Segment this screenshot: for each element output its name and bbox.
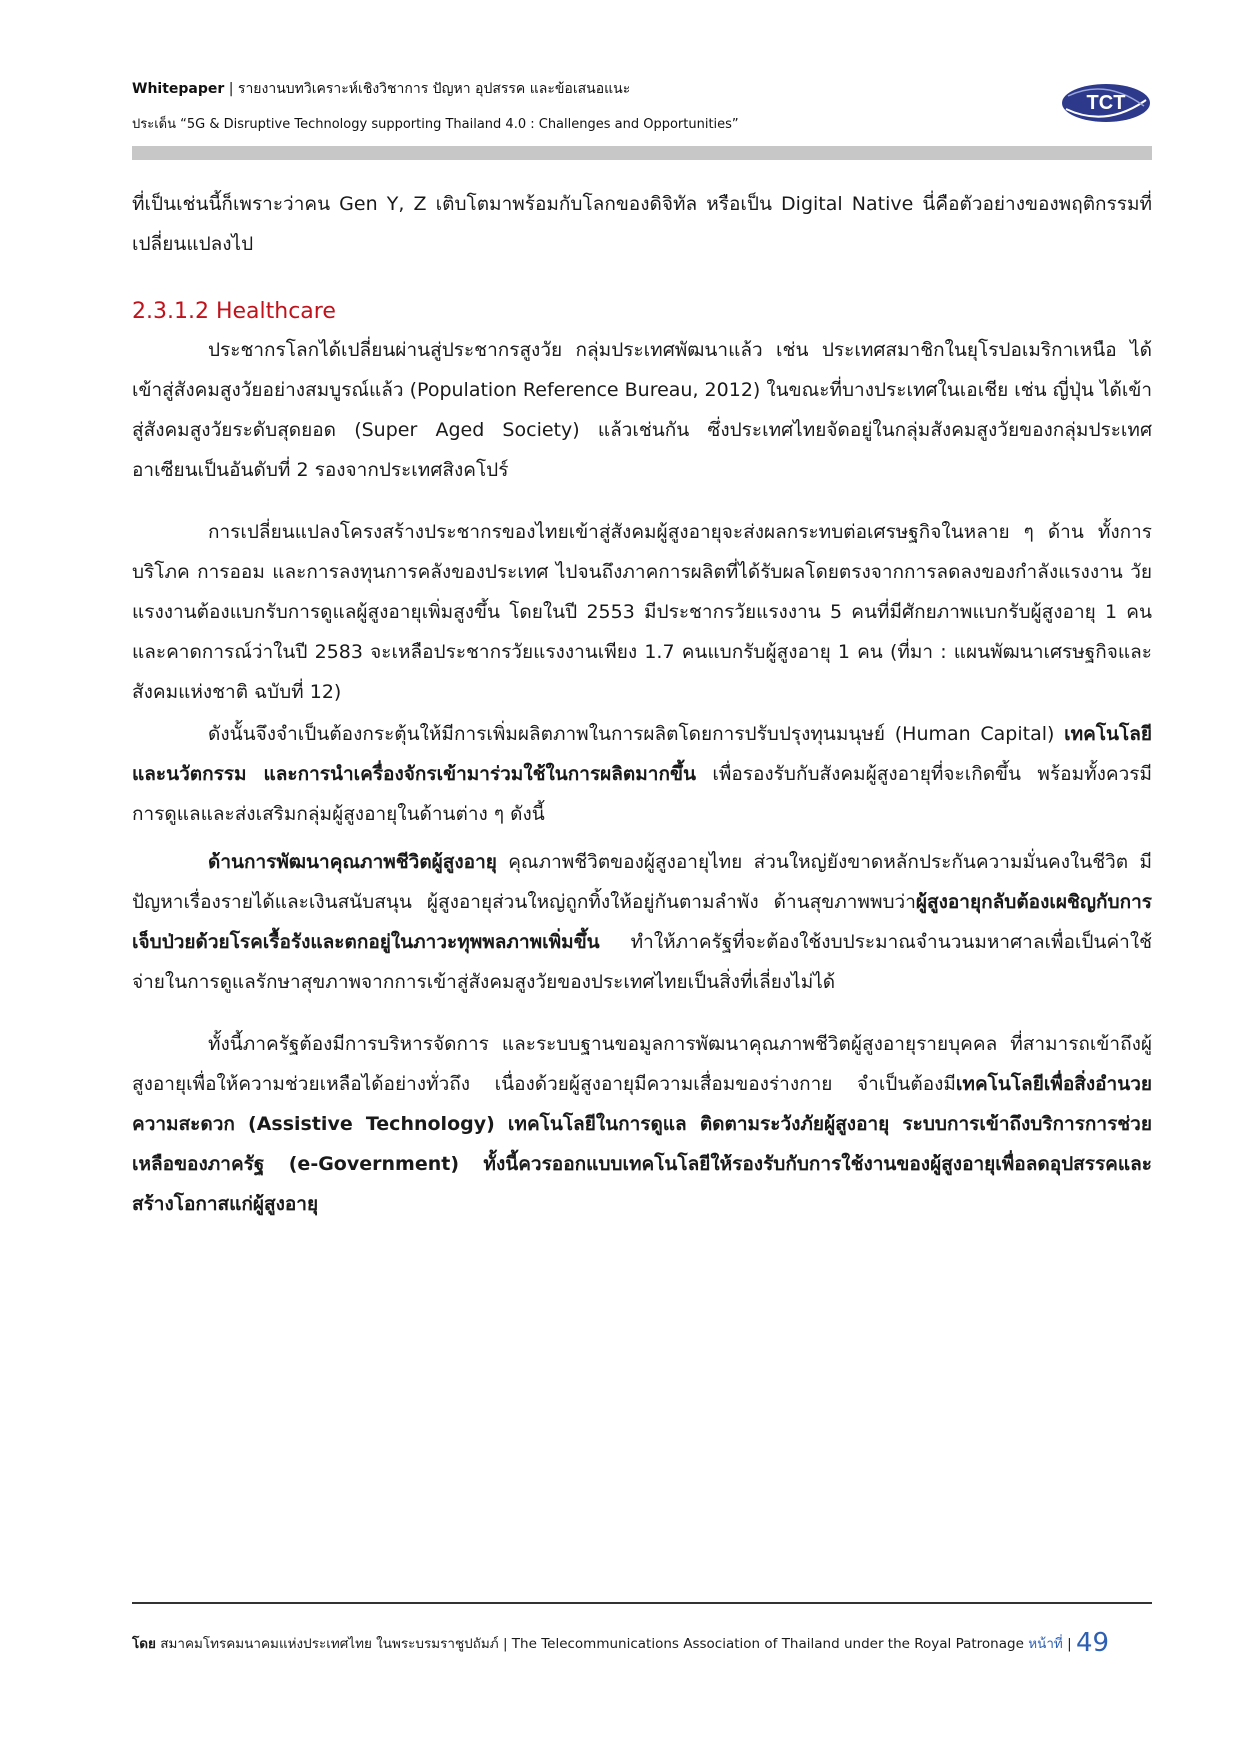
header-separator: | (224, 81, 238, 97)
tct-logo-icon (1060, 80, 1152, 126)
text-run: คุณภาพชีวิตของผู้สูงอายุไทย ส่วนใหญ่ยังขาดหลักประกันความมั่นคงในชีวิต มีปัญหาเรื่องรายได้และเงินสนับสนุน ผู้สูงอายุส่วนใหญ่ถูกทิ้งให้อยู่กันตามลำพัง ด้านสุขภาพพบว่า (132, 851, 1152, 913)
footer-rule (132, 1602, 1152, 1604)
text-run: ทำให้ภาครัฐที่จะต้องใช้งบประมาณจำนวนมหาศาลเพื่อเป็นค่าใช้จ่ายในการดูแลรักษาสุขภาพจากการเข้าสู่สังคมสูงวัยของประเทศไทยเป็นสิ่งที่เลี่ยงไม่ได้ (132, 931, 1152, 993)
header-subtitle: ประเด็น “5G & Disruptive Technology supporting Thailand 4.0 : Challenges and Opportunities” (132, 117, 739, 132)
page-number: 49 (1075, 1628, 1110, 1658)
logo-text: TCT (1086, 92, 1126, 114)
paragraph-quality-of-life (132, 842, 1152, 1002)
page-header (132, 78, 1072, 136)
paragraph-productivity (132, 714, 1152, 834)
document-body (132, 184, 1152, 1224)
bold-text-run: เทคโนโลยีและนวัตกรรม และการนำเครื่องจักรเข้ามาร่วมใช้ในการผลิตมากขึ้น (132, 723, 1152, 785)
bold-text-run: เทคโนโลยีเพื่อสิ่งอำนวยความสะดวก (Assistive Technology) เทคโนโลยีในการดูแล ติดตามระวังภัยผู้สูงอายุ ระบบการเข้าถึงบริการการช่วยเหลือของภาครัฐ (e-Government) ทั้งนี้ควรออกแบบเทคโนโลยีให้รองรับกับการใช้งานของผู้สูงอายุเพื่อลดอุปสรรคและสร้างโอกาสแก่ผู้สูงอายุ (132, 1073, 1152, 1215)
paragraph-government (132, 1024, 1152, 1224)
paragraph-structure: การเปลี่ยนแปลงโครงสร้างประชากรของไทยเข้าสู่สังคมผู้สูงอายุจะส่งผลกระทบต่อเศรษฐกิจในหลาย ๆ ด้าน ทั้งการบริโภค การออม และการลงทุนการคลังของประเทศ ไปจนถึงภาคการผลิตที่ได้รับผลโดยตรงจากการลดลงของกำลังแรงงาน วัยแรงงานต้องแบกรับการดูแลผู้สูงอายุเพิ่มสูงขึ้น โดยในปี 2553 มีประชากรวัยแรงงาน 5 คนที่มีศักยภาพแบกรับผู้สูงอายุ 1 คน และคาดการณ์ว่าในปี 2583 จะเหลือประชากรวัยแรงงานเพียง 1.7 คนแบกรับผู้สูงอายุ 1 คน (ที่มา : แผนพัฒนาเศรษฐกิจและสังคมแห่งชาติ ฉบับที่ 12) (132, 521, 1152, 703)
paragraph-population: ประชากรโลกได้เปลี่ยนผ่านสู่ประชากรสูงวัย กลุ่มประเทศพัฒนาแล้ว เช่น ประเทศสมาชิกในยุโรปอเมริกาเหนือ ได้เข้าสู่สังคมสูงวัยอย่างสมบูรณ์แล้ว (Population Reference Bureau, 2012) ในขณะที่บางประเทศในเอเชีย เช่น ญี่ปุ่น ได้เข้าสู่สังคมสูงวัยระดับสุดยอด (Super Aged Society) แล้วเช่นกัน ซึ่งประเทศไทยจัดอยู่ในกลุ่มสังคมสูงวัยของกลุ่มประเทศอาเซียนเป็นอันดับที่ 2 รองจากประเทศสิงคโปร์ (132, 339, 1152, 481)
header-title: รายงานบทวิเคราะห์เชิงวิชาการ ปัญหา อุปสรรค และข้อเสนอแนะ (237, 81, 631, 97)
header-title-line (132, 78, 1072, 100)
page-number-label: หน้าที่ (1028, 1636, 1063, 1652)
text-run: ทั้งนี้ภาครัฐต้องมีการบริหารจัดการ และระบบฐานขอมูลการพัฒนาคุณภาพชีวิตผู้สูงอายุรายบุคคล ที่สามารถเข้าถึงผู้สูงอายุเพื่อให้ความช่วยเหลือได้อย่างทั่วถึง เนื่องด้วยผู้สูงอายุมีความเสื่อมของร่างกาย จำเป็นต้องมี (132, 1033, 1152, 1095)
text-run: ดังนั้นจึงจำเป็นต้องกระตุ้นให้มีการเพิ่มผลิตภาพในการผลิตโดยการปรับปรุงทุนมนุษย์ (Human Capital) (208, 723, 1065, 745)
footer-organization: สมาคมโทรคมนาคมแห่งประเทศไทย ในพระบรมราชูปถัมภ์ | The Telecommunications Association of Thailand under the Royal Patronage (155, 1636, 1029, 1652)
footer-by: โดย (132, 1636, 156, 1652)
text-run: เพื่อรองรับกับสังคมผู้สูงอายุที่จะเกิดขึ้น พร้อมทั้งควรมีการดูแลและส่งเสริมกลุ่มผู้สูงอายุในด้านต่าง ๆ ดังนี้ (132, 763, 1152, 825)
section-heading: 2.3.1.2 Healthcare (132, 299, 336, 324)
header-divider-bar (132, 146, 1152, 160)
header-brand: Whitepaper (132, 81, 225, 97)
page-footer (132, 1630, 1152, 1657)
footer-separator: | (1062, 1636, 1076, 1652)
bold-text-run: ด้านการพัฒนาคุณภาพชีวิตผู้สูงอายุ (208, 851, 497, 873)
paragraph-intro: ที่เป็นเช่นนี้ก็เพราะว่าคน Gen Y, Z เติบโตมาพร้อมกับโลกของดิจิทัล หรือเป็น Digital Native นี่คือตัวอย่างของพฤติกรรมที่เปลี่ยนแปลงไป (132, 193, 1152, 255)
bold-text-run: ผู้สูงอายุกลับต้องเผชิญกับการเจ็บป่วยด้วยโรคเรื้อรังและตกอยู่ในภาวะทุพพลภาพเพิ่มขึ้น (132, 891, 1152, 953)
